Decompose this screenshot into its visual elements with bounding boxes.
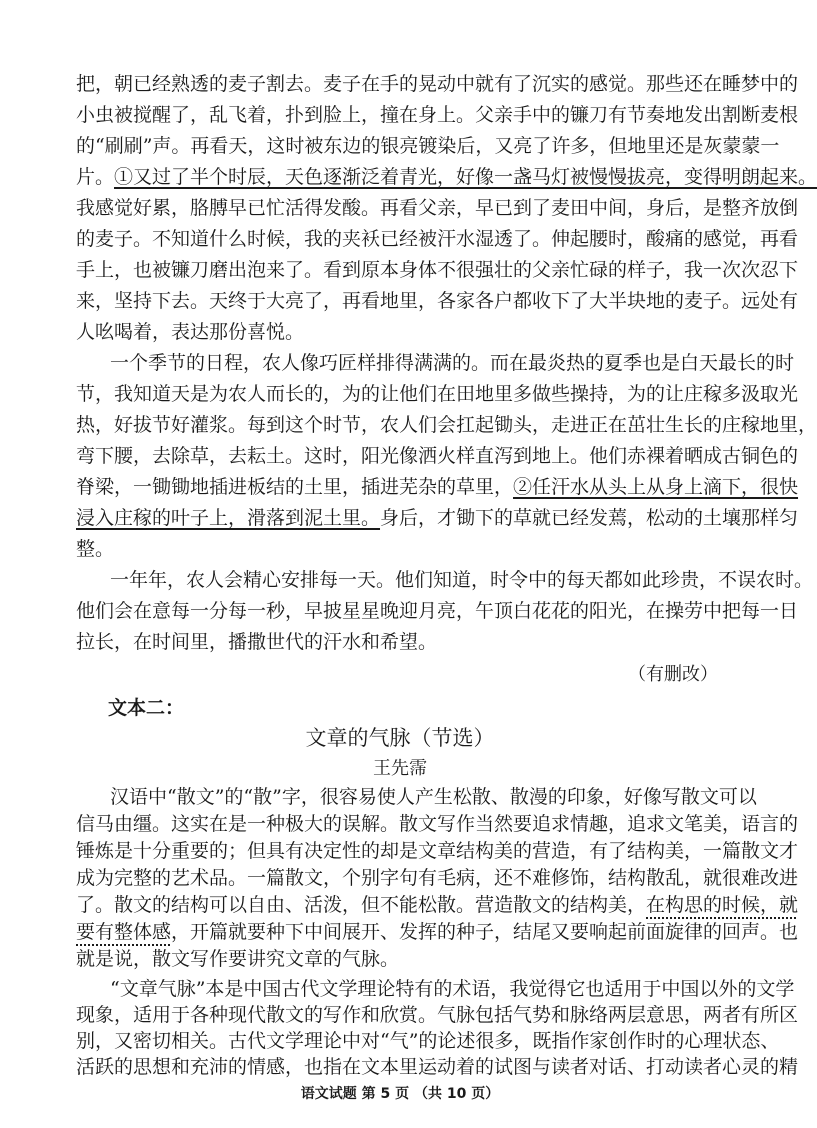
text1-line-1: 把，朝已经熟透的麦子割去。麦子在手的晃动中就有了沉实的感觉。那些还在睡梦中的	[76, 73, 799, 95]
text1-line-7: 手上，也被镰刀磨出泡来了。看到原本身体不很强壮的父亲忙碌的样子，我一次次忍下	[76, 259, 799, 281]
article-author: 王先霈	[373, 758, 427, 779]
text1-line-3: 的“刷刷”声。再看天，这时被东边的银亮镀染后，又亮了许多，但地里还是灰蒙蒙一	[76, 135, 780, 157]
text1-line-5: 我感觉好累，胳膊早已忙活得发酸。再看父亲，早已到了麦田中间，身后，是整齐放倒	[76, 197, 799, 219]
text1-para2-line-4: 弯下腰，去除草，去耘土。这时，阳光像洒火样直泻到地上。他们赤裸着晒成古铜色的	[76, 445, 799, 467]
text1-line-6: 的麦子。不知道什么时候，我的夹袄已经被汗水湿透了。伸起腰时，酸痛的感觉，再看	[76, 228, 799, 250]
text2-para1-line-1: 汉语中“散文”的“散”字，很容易使人产生松散、散漫的印象，好像写散文可以	[110, 786, 757, 808]
text1-para2-line-3: 热，好拔节好灌浆。每到这个时节，农人们会扛起锄头，走进正在茁壮生长的庄稼地里，	[76, 414, 817, 436]
text1-para2-line-1: 一个季节的日程，农人像巧匠样排得满满的。而在最炎热的夏季也是白天最长的时	[110, 352, 795, 374]
text2-para2-line-1: “文章气脉”本是中国古代文学理论特有的术语，我觉得它也适用于中国以外的文学	[110, 978, 795, 1000]
article-title: 文章的气脉（节选）	[305, 726, 495, 750]
text1-para2-line-5	[76, 474, 799, 500]
underlined-sentence-1: ①又过了半个时辰，天色逐渐泛着青光，好像一盏马灯被慢慢拔亮，变得明朗起来。	[114, 166, 817, 188]
text2-para2-line-3: 别，又密切相关。古代文学理论中对“气”的论述很多，既指作家创作时的心理状态、	[76, 1030, 780, 1052]
dotted-emphasis-b: 要有整体感	[76, 921, 172, 943]
text2-para1-line-3: 锤炼是十分重要的；但具有决定性的却是文章结构美的营造，有了结构美，一篇散文才	[76, 840, 799, 862]
underlined-sentence-2b: 浸入庄稼的叶子上，滑落到泥土里。	[76, 507, 381, 529]
text2-para1-line-2: 信马由缰。这实在是一种极大的误解。散文写作当然要追求情趣，追求文笔美，语言的	[76, 813, 799, 835]
text1-line-2: 小虫被搅醒了，乱飞着，扑到脸上，撞在身上。父亲手中的镰刀有节奏地发出割断麦根	[76, 104, 799, 126]
text1-para2-line-5-pre: 脊梁，一锄锄地插进板结的土里，插进芜杂的草里，	[76, 476, 514, 498]
text2-para1-line-5	[76, 892, 799, 918]
text1-para2-line-7: 整。	[76, 538, 115, 560]
edited-note: （有删改）	[628, 664, 718, 685]
text2-para1-line-6-post: ，开篇就要种下中间展开、发挥的种子，结尾又要响起前面旋律的回声。也	[171, 921, 799, 943]
text2-para2-line-2: 现象，适用于各种现代散文的写作和欣赏。气脉包括气势和脉络两层意思，两者有所区	[76, 1004, 799, 1026]
text1-line-4	[76, 164, 817, 190]
text2-para1-line-5-pre: 了。散文的结构可以自由、活泼，但不能松散。营造散文的结构美，	[76, 894, 647, 916]
text2-para1-line-6	[76, 919, 799, 945]
page-footer: 语文试题 第 5 页 （共 10 页）	[300, 1086, 500, 1102]
text2-para2-line-4: 活跃的思想和充沛的情感，也指在文本里运动着的试图与读者对话、打动读者心灵的精	[76, 1056, 799, 1078]
underlined-sentence-2a: ②任汗水从头上从身上滴下，很快	[513, 476, 799, 498]
text1-para3-line-2: 他们会在意每一分每一秒，早披星星晚迎月亮，午顶白花花的阳光，在操劳中把每一日	[76, 600, 799, 622]
text2-para1-line-7: 就是说，散文写作要讲究文章的气脉。	[76, 948, 400, 970]
text1-para2-line-6-post: 身后，才锄下的草就已经发蔫，松动的土壤那样匀	[380, 507, 799, 529]
dotted-emphasis-a: 在构思的时候，就	[646, 894, 799, 916]
text1-para3-line-3: 拉长，在时间里，播撒世代的汗水和希望。	[76, 631, 438, 653]
text1-line-9: 人吆喝着，表达那份喜悦。	[76, 321, 305, 343]
text2-para1-line-4: 成为完整的艺术品。一篇散文，个别字句有毛病，还不难修饰，结构散乱，就很难改进	[76, 867, 799, 889]
text1-para2-line-6	[76, 505, 799, 531]
text1-line-8: 来，坚持下去。天终于大亮了，再看地里，各家各户都收下了大半块地的麦子。远处有	[76, 290, 799, 312]
text1-para3-line-1: 一年年，农人会精心安排每一天。他们知道，时令中的每天都如此珍贵，不误农时。	[110, 569, 814, 591]
text1-para2-line-2: 节，我知道天是为农人而长的，为的让他们在田地里多做些操持，为的让庄稼多汲取光	[76, 383, 799, 405]
text1-line-4-pre: 片。	[76, 166, 115, 188]
text2-label: 文本二：	[108, 697, 185, 719]
